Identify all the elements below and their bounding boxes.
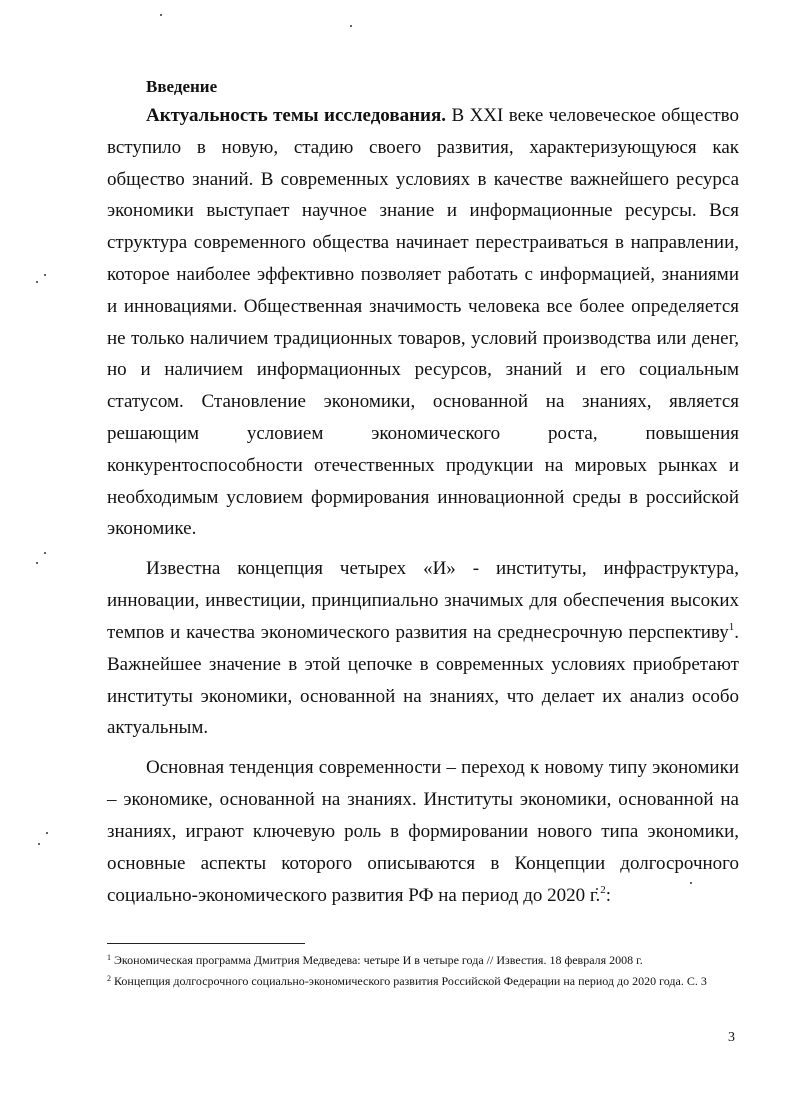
scan-speck	[38, 843, 40, 845]
footnote-separator	[107, 943, 305, 944]
paragraph-3-text: Основная тенденция современности – переход к новому типу экономики – экономике, основанной на знаниях. Институты экономики, основанной на знаниях, играют ключевую роль в формировании нового типа экономики, основные аспекты которого описываются в Концепции долгосрочного социально-экономического развития РФ на период до 2020 г.	[107, 757, 739, 906]
paragraph-1-text: В XXI веке человеческое общество вступило в новую, стадию своего развития, характеризующуюся как общество знаний. В современных условиях в качестве важнейшего ресурса экономики выступает научное знание и информационные ресурсы. Вся структура современного общества начинает перестраиваться в направлении, которое наиболее эффективно позволяет работать с информацией, знаниями и инновациями. Общественная значимость человека все более определяется не только наличием традиционных товаров, условий производства или денег, но и наличием информационных ресурсов, знаний и его социальным статусом. Становление экономики, основанной на знаниях, является решающим условием экономического роста, повышения конкурентоспособности отечественных продукции на мировых рынках и необходимым условием формирования инновационной среды в российской экономике.	[107, 105, 740, 540]
footnote-text: Экономическая программа Дмитрия Медведева: четыре И в четыре года // Известия. 18 февраля 2008 г.	[114, 953, 643, 967]
footnote-number: 1	[107, 953, 111, 962]
scan-speck	[36, 562, 38, 564]
body-text	[107, 100, 739, 911]
paragraph-lead: Актуальность темы исследования.	[146, 105, 447, 126]
paragraph-3	[107, 752, 739, 911]
page-number: 3	[728, 1030, 735, 1045]
footnote	[107, 971, 737, 992]
scan-speck	[36, 281, 38, 283]
scan-speck	[44, 552, 46, 554]
scan-speck	[46, 832, 48, 834]
paragraph-2	[107, 553, 739, 744]
footnote-number: 2	[107, 974, 111, 983]
footnotes	[107, 950, 737, 992]
footnote-ref-2: 2	[600, 883, 606, 896]
footnote-ref-1: 1	[728, 620, 735, 633]
scan-speck	[160, 14, 162, 16]
paragraph-2-text-after: . Важнейшее значение в этой цепочке в современных условиях приобретают институты экономики, основанной на знаниях, что делает их анализ особо актуальным.	[107, 621, 739, 739]
paragraph-2-text: Известна концепция четырех «И» - институты, инфраструктура, инновации, инвестиции, принципиально значимых для обеспечения высоких темпов и качества экономического развития на среднесрочную перспективу	[107, 558, 739, 643]
footnote-text: Концепция долгосрочного социально-экономического развития Российской Федерации на период до 2020 года. С. 3	[114, 974, 707, 988]
scan-speck	[44, 274, 46, 276]
paragraph-3-text-after: :	[605, 884, 612, 906]
section-heading: Введение	[146, 77, 218, 96]
paragraph-1	[107, 100, 739, 545]
footnote	[107, 950, 737, 971]
scan-speck	[350, 25, 352, 27]
